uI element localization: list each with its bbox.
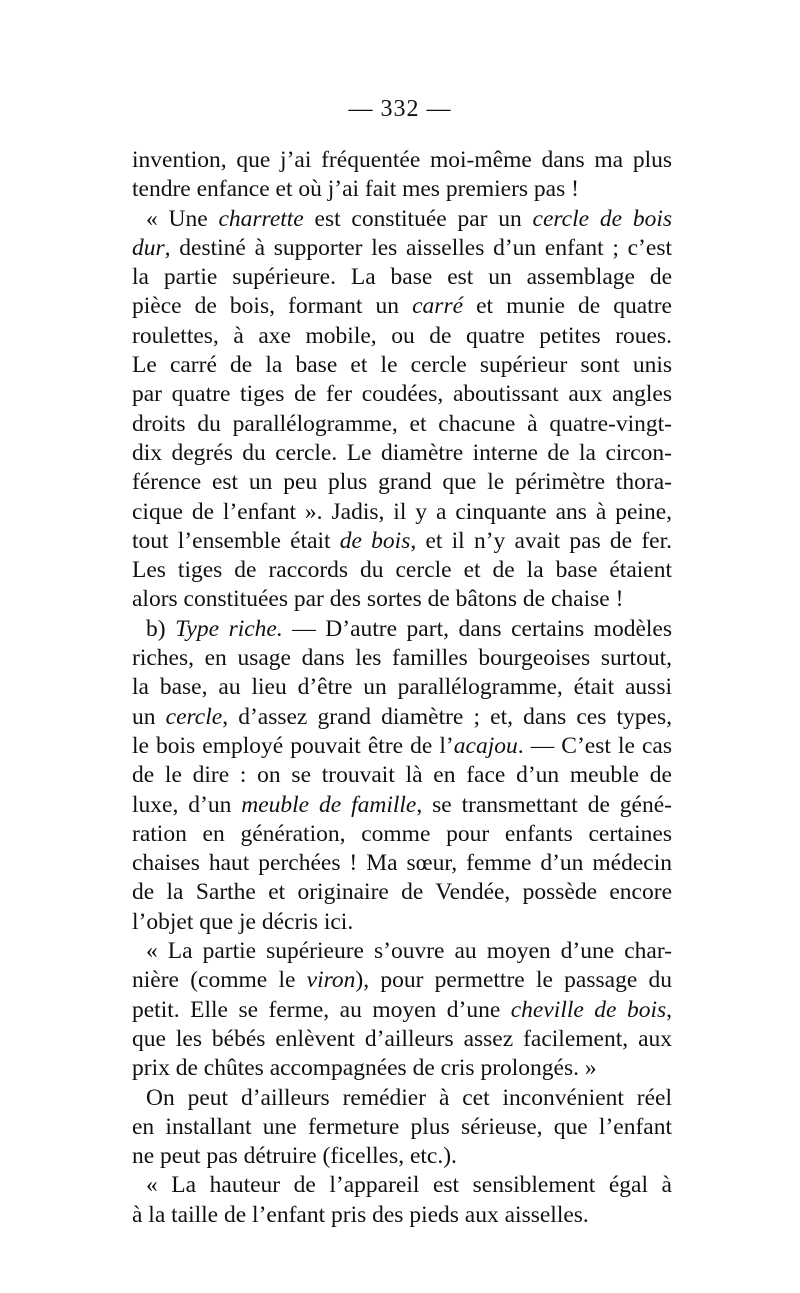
text-line <box>132 205 672 234</box>
text-line <box>132 175 672 204</box>
italic-text: de bois <box>339 527 411 554</box>
text-line <box>132 468 672 497</box>
text-line <box>132 498 672 527</box>
text-segment: invention, que j’ai fréquentée moi-même dans ma plus <box>132 147 672 173</box>
text-segment: ), pour permettre le passage du <box>355 967 672 994</box>
text-segment: férence est un peu plus grand que le périmètre thora- <box>132 469 672 496</box>
text-line <box>132 1054 672 1083</box>
text-segment: , d’assez grand diamètre ; et, dans ces types, <box>222 703 673 730</box>
italic-text: Type riche. <box>175 615 283 642</box>
text-segment: le bois employé pouvait être de l’ <box>132 732 454 759</box>
text-segment: ne peut pas détruire (ficelles, etc.). <box>132 1143 457 1170</box>
text-line <box>132 146 672 175</box>
text-segment: pièce de bois, formant un <box>132 293 413 320</box>
italic-text: cercle <box>165 703 223 730</box>
italic-text: meuble de famille <box>241 791 417 818</box>
italic-text: charrette <box>218 205 304 232</box>
text-segment: en installant une fermeture plus sérieuse, que l’enfant <box>132 1113 672 1140</box>
italic-text: carré <box>412 293 464 320</box>
text-segment: b) <box>146 615 176 642</box>
text-segment: , destiné à supporter les aisselles d’un enfant ; c’est <box>164 234 672 261</box>
text-line <box>132 703 672 732</box>
text-segment: « La hauteur de l’appareil est sensiblement égal à <box>146 1172 672 1199</box>
text-line <box>132 820 672 849</box>
italic-text: acajou <box>453 732 518 759</box>
text-line <box>132 234 672 263</box>
text-segment: , et il n’y avait pas de fer. <box>410 527 672 554</box>
page-number: — 332 — <box>348 96 452 122</box>
text-segment: de le dire : on se trouvait là en face d’un meuble de <box>132 762 672 789</box>
text-line <box>132 1171 672 1200</box>
text-line <box>132 1113 672 1142</box>
text-segment: riches, en usage dans les familles bourgeoises surtout, <box>132 645 672 672</box>
text-line <box>132 644 672 673</box>
text-segment: que les bébés enlèvent d’ailleurs assez facilement, aux <box>132 1025 672 1052</box>
text-segment: nière (comme le <box>132 967 307 994</box>
text-segment: « La partie supérieure s’ouvre au moyen d’une char- <box>146 938 672 965</box>
text-segment: droits du parallélogramme, et chacune à quatre-vingt- <box>132 410 672 437</box>
text-line <box>132 849 672 878</box>
text-segment: On peut d’ailleurs remédier à cet inconvénient réel <box>146 1084 672 1111</box>
text-line <box>132 937 672 966</box>
italic-text: cercle de bois <box>532 205 672 232</box>
text-segment: roulettes, à axe mobile, ou de quatre petites roues. <box>132 322 672 349</box>
text-segment: . — C’est le cas <box>517 732 672 759</box>
text-segment: l’objet que je décris ici. <box>132 908 354 935</box>
text-line <box>132 263 672 292</box>
text-line <box>132 292 672 321</box>
text-line <box>132 732 672 761</box>
text-segment: un <box>132 703 166 730</box>
italic-text: dur <box>132 234 165 261</box>
text-line <box>132 966 672 995</box>
text-line <box>132 410 672 439</box>
text-segment: tendre enfance et où j’ai fait mes premiers pas ! <box>132 176 579 203</box>
text-line <box>132 351 672 380</box>
text-line <box>132 1084 672 1113</box>
text-line <box>132 556 672 585</box>
text-segment: — D’autre part, dans certains modèles <box>282 615 672 642</box>
italic-text: cheville de bois <box>510 996 667 1023</box>
text-segment: cique de l’enfant ». Jadis, il y a cinquante ans à peine, <box>132 498 672 525</box>
text-line <box>132 585 672 614</box>
text-line <box>132 1201 672 1230</box>
text-segment: Les tiges de raccords du cercle et de la base étaient <box>132 557 672 584</box>
text-line <box>132 1142 672 1171</box>
text-segment: à la taille de l’enfant pris des pieds aux aisselles. <box>132 1201 589 1228</box>
text-segment: ration en génération, comme pour enfants certaines <box>132 820 672 847</box>
text-segment: prix de chûtes accompagnées de cris prolongés. » <box>132 1055 597 1082</box>
text-segment: « Une <box>146 205 219 232</box>
text-segment: et munie de quatre <box>463 293 672 320</box>
text-segment: petit. Elle se ferme, au moyen d’une <box>132 996 511 1023</box>
text-line <box>132 439 672 468</box>
text-line <box>132 878 672 907</box>
text-line <box>132 527 672 556</box>
text-segment: par quatre tiges de fer coudées, aboutissant aux angles <box>132 381 672 408</box>
text-segment: dix degrés du cercle. Le diamètre interne de la circon- <box>132 439 672 466</box>
text-line <box>132 761 672 790</box>
text-segment: , <box>666 996 673 1023</box>
text-segment: de la Sarthe et originaire de Vendée, possède encore <box>132 879 672 906</box>
text-segment: la partie supérieure. La base est un assemblage de <box>132 264 672 291</box>
text-segment: Le carré de la base et le cercle supérieur sont unis <box>132 352 672 379</box>
text-line <box>132 996 672 1025</box>
text-segment: est constituée par un <box>303 205 533 232</box>
text-line <box>132 380 672 409</box>
text-segment: tout l’ensemble était <box>132 527 340 554</box>
text-segment: chaises haut perchées ! Ma sœur, femme d’un médecin <box>132 850 672 877</box>
text-line <box>132 791 672 820</box>
text-line <box>132 1025 672 1054</box>
text-line <box>132 615 672 644</box>
text-line <box>132 908 672 937</box>
text-segment: , se transmettant de géné- <box>416 791 672 818</box>
text-segment: alors constituées par des sortes de bâtons de chaise ! <box>132 586 624 613</box>
italic-text: viron <box>306 967 356 994</box>
text-line <box>132 673 672 702</box>
text-line <box>132 322 672 351</box>
body-text <box>132 146 672 1230</box>
text-segment: la base, au lieu d’être un parallélogramme, était aussi <box>132 674 672 701</box>
text-segment: luxe, d’un <box>132 791 242 818</box>
